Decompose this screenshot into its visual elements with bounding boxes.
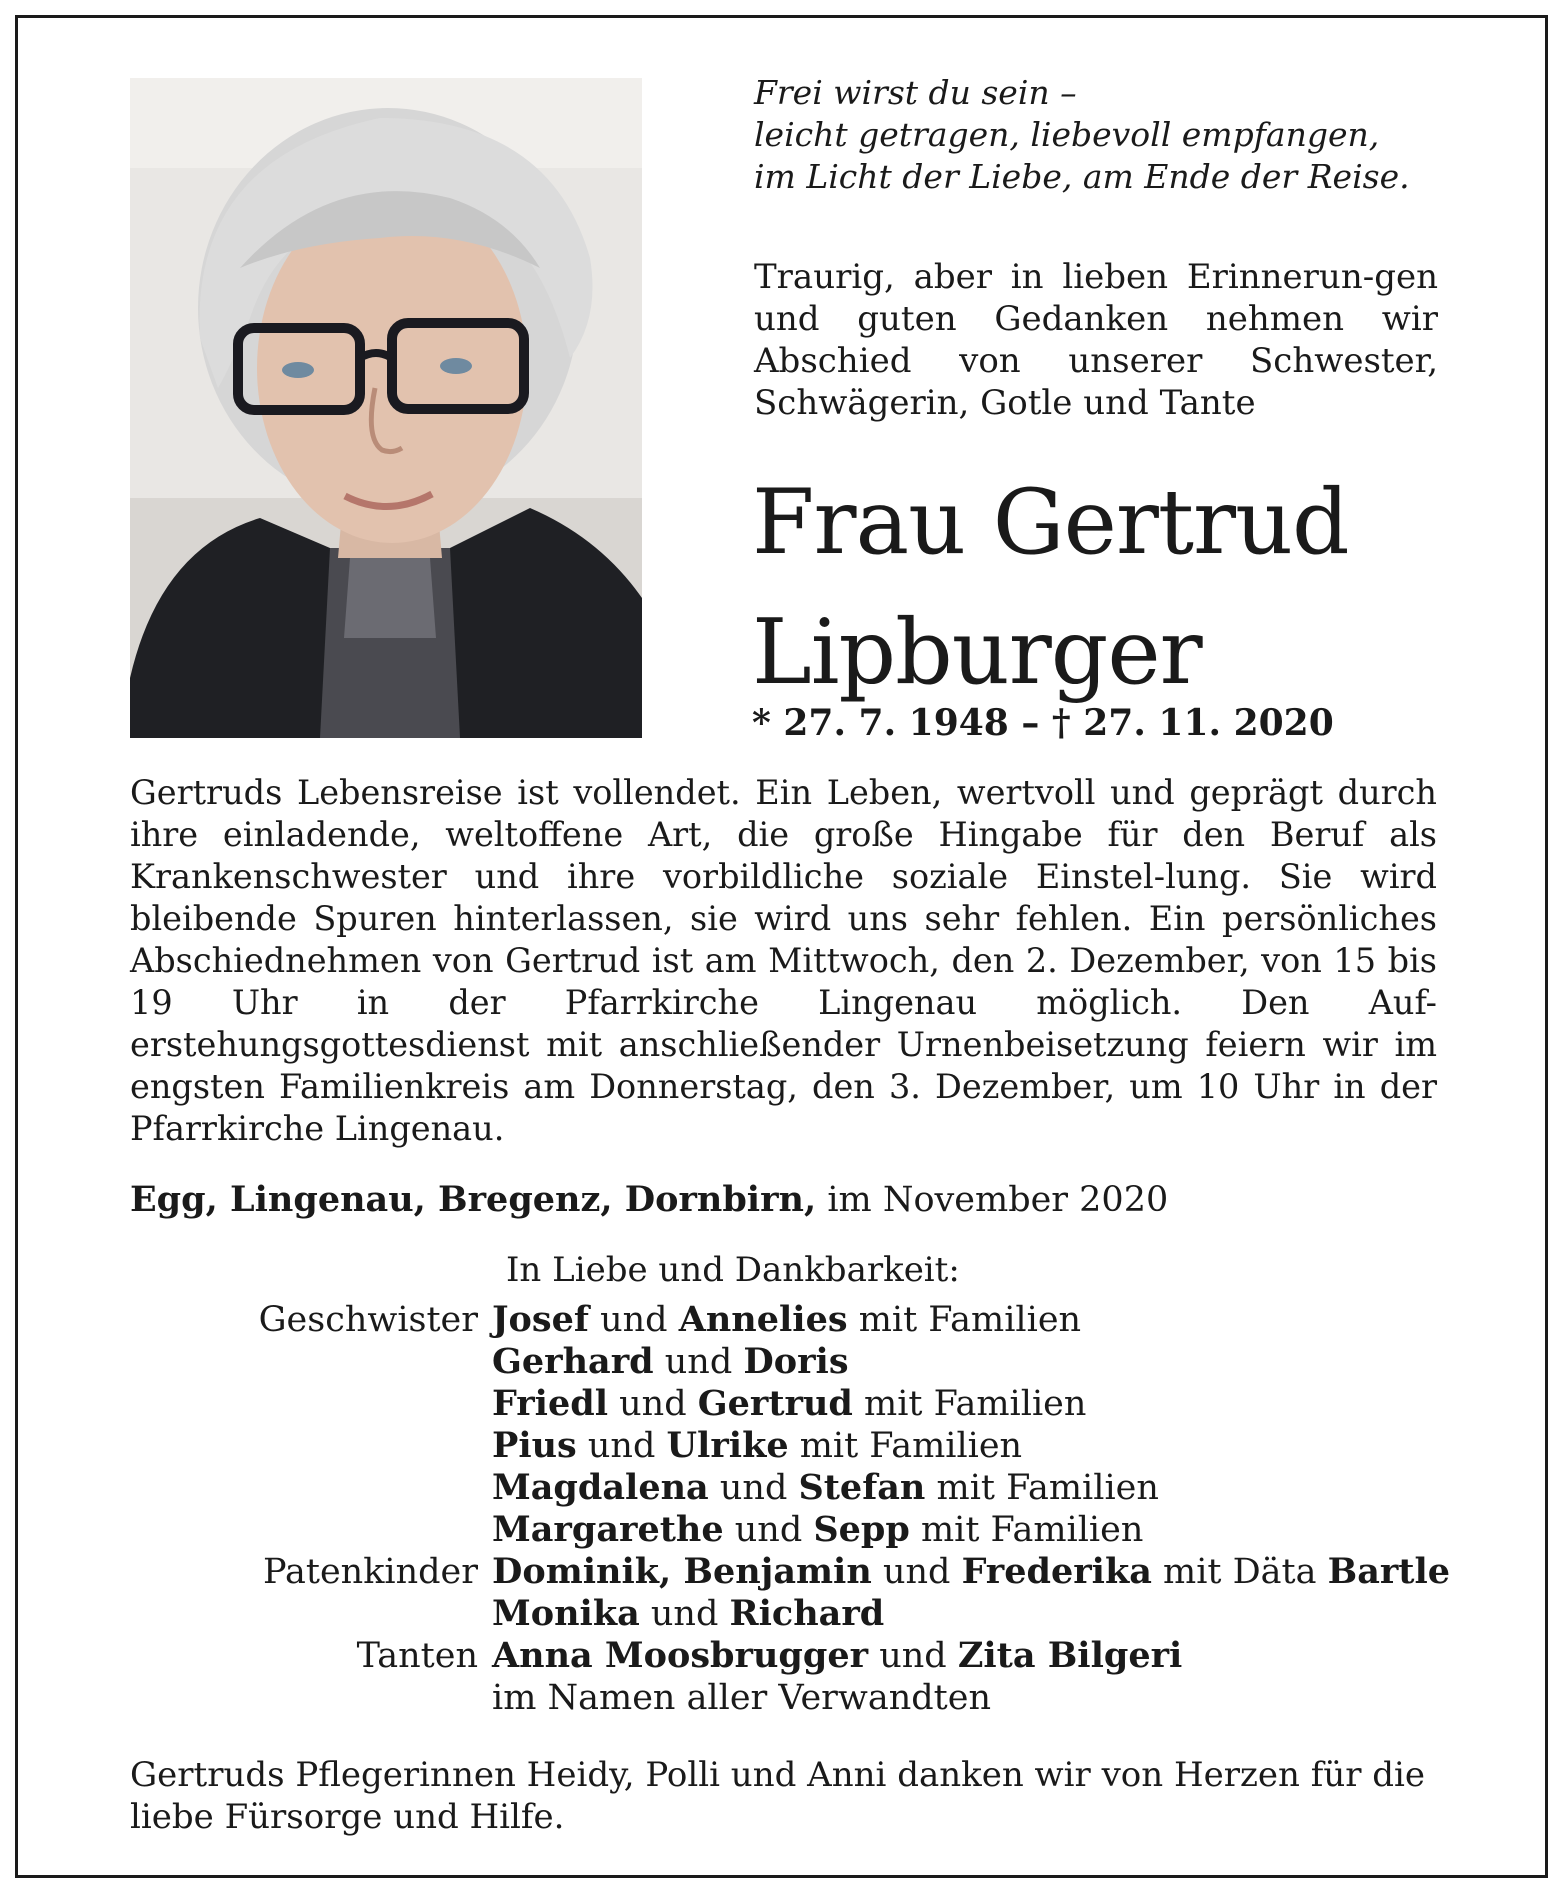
relative-name: Gerhard [492, 1341, 654, 1382]
relative-name: Zita Bilgeri [957, 1635, 1183, 1676]
portrait-photo [130, 78, 642, 738]
deceased-name [752, 458, 1349, 718]
relative-name: Margarethe [492, 1509, 724, 1550]
place-towns: Egg, Lingenau, Bregenz, Dornbirn, [130, 1179, 817, 1220]
connector: mit Familien [847, 1300, 1082, 1340]
relative-name: Friedl [492, 1383, 609, 1424]
relative-name: Josef [492, 1299, 589, 1340]
connector: mit Däta [1151, 1552, 1328, 1592]
poem-line: im Licht der Liebe, am Ende der Reise. [754, 157, 1410, 196]
connector: und [608, 1384, 698, 1424]
relative-name: Sepp [813, 1509, 910, 1550]
connector: und [708, 1468, 799, 1508]
family-row [130, 1635, 1460, 1677]
relative-name: Anna Moosbrugger [492, 1635, 869, 1676]
relative-name: Gertrud [697, 1383, 853, 1424]
closing-thanks: Gertruds Pflegerinnen Heidy, Polli und Anni danken wir von Herzen für die liebe Fürsorge und Hilfe. [130, 1755, 1426, 1837]
relative-name: Magdalena [492, 1467, 709, 1508]
family-row [130, 1509, 1460, 1551]
relative-name: Monika [492, 1593, 640, 1634]
connector: und [588, 1300, 679, 1340]
family-row [130, 1593, 1460, 1635]
family-list [130, 1299, 1460, 1719]
relative-name: Ulrike [666, 1425, 789, 1466]
relative-name: Annelies [678, 1299, 848, 1340]
family-row [130, 1299, 1460, 1341]
poem-line: leicht getragen, liebevoll empfangen, [754, 115, 1380, 154]
name-line-2: Lipburger [752, 600, 1202, 705]
intro-text: Traurig, aber in lieben Erinnerun-gen und guten Gedanken nehmen wir Abschied von unserer Schwester, Schwägerin, Gotle und Tante [754, 257, 1438, 423]
poem-line: Frei wirst du sein – [754, 73, 1077, 112]
connector: mit Familien [909, 1510, 1144, 1550]
connector: und [871, 1552, 962, 1592]
connector: und [653, 1342, 744, 1382]
family-row [130, 1551, 1460, 1593]
relative-name: Doris [743, 1341, 849, 1382]
relatives-note: im Namen aller Verwandten [492, 1678, 991, 1718]
relative-name: Frederika [961, 1551, 1152, 1592]
group-label: Tanten [356, 1636, 478, 1676]
relative-name: Stefan [798, 1467, 926, 1508]
connector: mit Familien [788, 1426, 1023, 1466]
relative-name: Dominik, Benjamin [492, 1551, 872, 1592]
relative-name: Richard [729, 1593, 885, 1634]
family-row [130, 1425, 1460, 1467]
place-date: im November 2020 [816, 1180, 1169, 1220]
thanks-heading: In Liebe und Dankbarkeit: [506, 1250, 960, 1290]
poem [754, 72, 1474, 198]
connector: mit Familien [852, 1384, 1087, 1424]
family-row [130, 1467, 1460, 1509]
name-line-1: Frau Gertrud [752, 470, 1349, 575]
connector: und [723, 1510, 814, 1550]
family-row [130, 1341, 1460, 1383]
life-dates: * 27. 7. 1948 – † 27. 11. 2020 [752, 702, 1334, 744]
connector: und [639, 1594, 730, 1634]
group-label: Geschwister [258, 1300, 478, 1340]
connector: und [868, 1636, 958, 1676]
family-row [130, 1677, 1460, 1719]
place-date-line [130, 1179, 1168, 1220]
group-label: Patenkinder [263, 1552, 478, 1592]
obituary-body: Gertruds Lebensreise ist vollendet. Ein Leben, wertvoll und geprägt durch ihre einladende, weltoffene Art, die große Hingabe für den Beruf als Krankenschwester und ihre vorbildliche soziale Einstel-lung. Sie wird bleibende Spuren hinterlassen, sie wird uns sehr fehlen. Ein persönliches Abschiednehmen von Gertrud ist am Mittwoch, den 2. Dezember, von 15 bis 19 Uhr in der Pfarrkirche Lingenau möglich. Den Auf-erstehungsgottesdienst mit anschließender Urnenbeisetzung feiern wir im engsten Familienkreis am Donnerstag, den 3. Dezember, um 10 Uhr in der Pfarrkirche Lingenau. [130, 773, 1437, 1148]
connector: mit Familien [925, 1468, 1159, 1508]
relative-name: Pius [492, 1425, 577, 1466]
family-row [130, 1383, 1460, 1425]
connector: und [576, 1426, 667, 1466]
relative-name: Bartle [1327, 1551, 1451, 1592]
